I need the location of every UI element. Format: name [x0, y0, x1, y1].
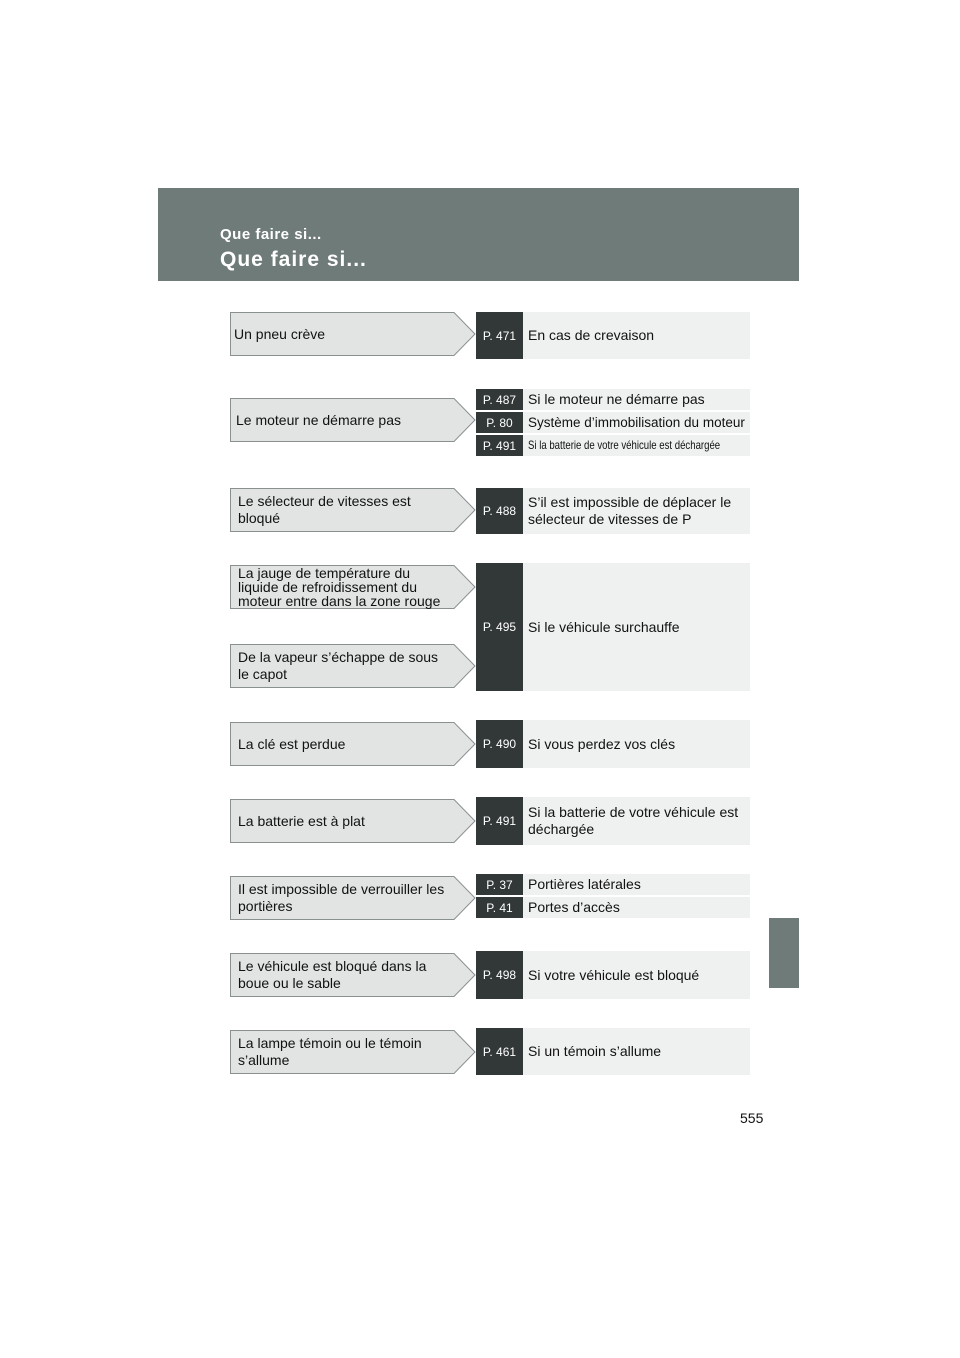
page-ref[interactable]: P. 80	[476, 412, 523, 433]
solution-link[interactable]: En cas de crevaison	[523, 312, 750, 359]
symptom-text: La lampe témoin ou le témoin s’allume	[238, 1035, 422, 1068]
symptom-text: De la vapeur s’échappe de sous le capot	[238, 649, 439, 682]
page-ref[interactable]: P. 491	[476, 797, 523, 845]
solution-link[interactable]: Portes d’accès	[523, 897, 750, 918]
symptom-text: Un pneu crève	[234, 325, 326, 342]
symptom-text: Il est impossible de verrouiller les portières	[238, 881, 445, 914]
page-title: Que faire si...	[220, 248, 367, 271]
solution-link[interactable]: Si le moteur ne démarre pas	[523, 389, 750, 410]
page-ref[interactable]: P. 487	[476, 389, 523, 410]
symptom-box	[230, 312, 476, 356]
symptom-box	[230, 565, 476, 609]
symptom-text: Le véhicule est bloqué dans la boue ou le sable	[238, 958, 427, 991]
solution-link[interactable]: Système d’immobilisation du moteur	[523, 412, 750, 433]
symptom-box	[230, 953, 476, 997]
symptom-box	[230, 644, 476, 688]
symptom-box	[230, 799, 476, 843]
symptom-box	[230, 398, 476, 442]
solution-link[interactable]: Portières latérales	[523, 874, 750, 895]
symptom-text: La jauge de température du liquide de refroidissement du moteur entre dans la zone rouge	[238, 565, 441, 609]
symptom-text: La batterie est à plat	[238, 812, 365, 829]
solution-link[interactable]: Si le véhicule surchauffe	[523, 563, 750, 691]
solution-link[interactable]: Si vous perdez vos clés	[523, 720, 750, 768]
solution-link[interactable]: Si votre véhicule est bloqué	[523, 951, 750, 999]
page-ref[interactable]: P. 471	[476, 312, 523, 359]
page-number: 555	[740, 1110, 764, 1126]
solution-link[interactable]: Si la batterie de votre véhicule est déchargée	[523, 797, 750, 845]
symptom-text: Le sélecteur de vitesses est bloqué	[238, 493, 411, 526]
chapter-tab	[769, 918, 799, 988]
section-header	[158, 188, 799, 281]
section-label: Que faire si...	[220, 226, 322, 243]
solution-link[interactable]: Si un témoin s’allume	[523, 1028, 750, 1075]
symptom-box	[230, 488, 476, 532]
page-ref[interactable]: P. 461	[476, 1028, 523, 1075]
page-ref[interactable]: P. 37	[476, 874, 523, 895]
symptom-text: Le moteur ne démarre pas	[236, 411, 401, 428]
solution-text: Si la batterie de votre véhicule est déchargée	[528, 438, 721, 452]
symptom-text: La clé est perdue	[238, 735, 346, 752]
page-ref[interactable]: P. 498	[476, 951, 523, 999]
page-ref[interactable]: P. 495	[476, 563, 523, 691]
symptom-box	[230, 1030, 476, 1074]
page-ref[interactable]: P. 488	[476, 488, 523, 534]
page-ref[interactable]: P. 41	[476, 897, 523, 918]
page-ref[interactable]: P. 491	[476, 435, 523, 456]
symptom-box	[230, 876, 476, 920]
solution-link[interactable]	[523, 435, 750, 456]
solution-link[interactable]: S’il est impossible de déplacer le sélecteur de vitesses de P	[523, 488, 750, 534]
symptom-box	[230, 722, 476, 766]
page-ref[interactable]: P. 490	[476, 720, 523, 768]
